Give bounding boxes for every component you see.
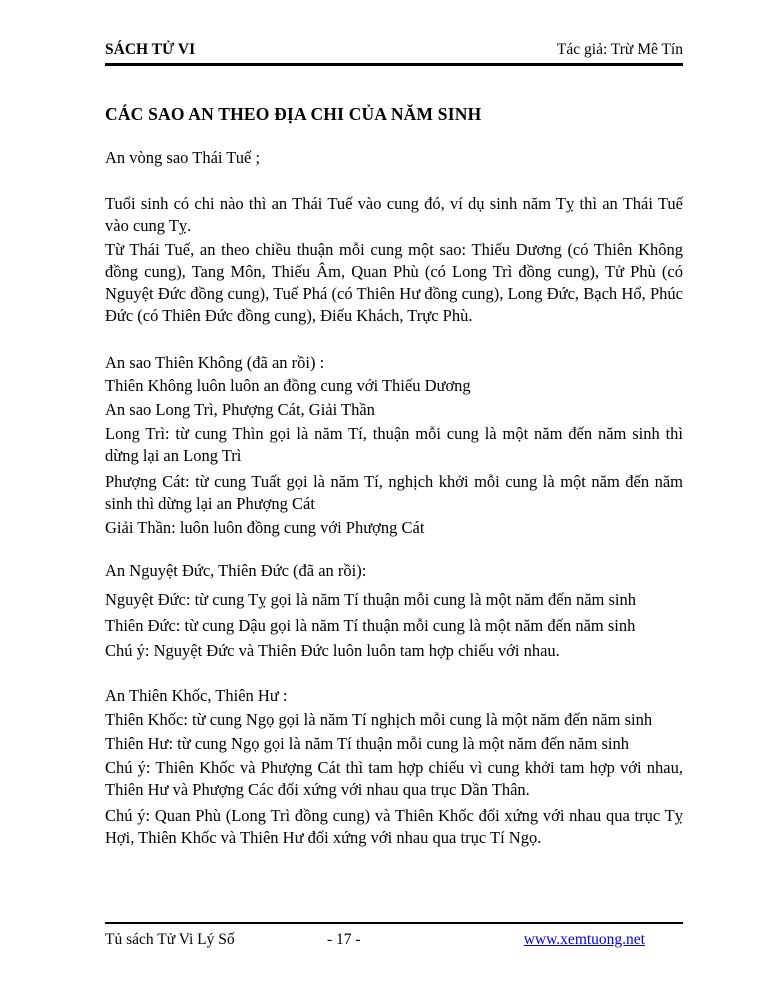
running-header xyxy=(105,40,683,66)
paragraph-thien-hu: Thiên Hư: từ cung Ngọ gọi là năm Tí thuận mỗi cung là một năm đến năm sinh xyxy=(105,734,629,753)
footer-page-number: - 17 - xyxy=(327,931,361,948)
paragraph-thien-khoc: Thiên Khốc: từ cung Ngọ gọi là năm Tí nghịch mỗi cung là một năm đến năm sinh xyxy=(105,710,653,729)
paragraph-nguyet-duc: Nguyệt Đức: từ cung Tỵ gọi là năm Tí thuận mỗi cung là một năm đến năm sinh xyxy=(105,590,636,609)
page-title: CÁC SAO AN THEO ĐỊA CHI CỦA NĂM SINH xyxy=(105,104,482,124)
paragraph-long-tri: Long Trì: từ cung Thìn gọi là năm Tí, thuận mỗi cung là một năm đến năm sinh thì dừng lại an Long Trì xyxy=(105,424,683,465)
paragraph-chu-y-thien-khoc: Chú ý: Thiên Khốc và Phượng Cát thì tam hợp chiếu vì cung khởi tam hợp với nhau, Thiên Hư và Phượng Các đối xứng với nhau qua trục Dần Thân. xyxy=(105,758,683,799)
paragraph-tu-thai-tue: Từ Thái Tuế, an theo chiều thuận mỗi cung một sao: Thiếu Dương (có Thiên Không đồng cung), Tang Môn, Thiếu Âm, Quan Phù (có Long Trì đồng cung), Tử Phù (có Nguyệt Đức đồng cung), Tuế Phá (có Thiên Hư đồng cung), Long Đức, Bạch Hổ, Phúc Đức (có Thiên Đức đồng cung), Điếu Khách, Trực Phù. xyxy=(105,240,683,325)
paragraph-giai-than: Giải Thần: luôn luôn đồng cung với Phượng Cát xyxy=(105,518,425,537)
running-footer xyxy=(105,922,683,948)
paragraph-thien-duc: Thiên Đức: từ cung Dậu gọi là năm Tí thuận mỗi cung là một năm đến năm sinh xyxy=(105,616,636,635)
header-book-title: SÁCH TỬ VI xyxy=(105,41,196,58)
section-heading-thien-khoc: An Thiên Khốc, Thiên Hư : xyxy=(105,686,288,705)
section-heading-nguyet-duc: An Nguyệt Đức, Thiên Đức (đã an rồi): xyxy=(105,561,367,580)
header-author: Tác giả: Trừ Mê Tín xyxy=(556,41,683,58)
footer-series-title: Tủ sách Tử Vi Lý Số xyxy=(105,931,235,948)
paragraph-phuong-cat: Phượng Cát: từ cung Tuất gọi là năm Tí, nghịch khởi mỗi cung là một năm đến năm sinh thì dừng lại an Phượng Cát xyxy=(105,472,683,513)
paragraph-thien-khong: Thiên Không luôn luôn an đồng cung với Thiếu Dương xyxy=(105,376,471,395)
paragraph-chu-y-quan-phu: Chú ý: Quan Phù (Long Trì đồng cung) và Thiên Khốc đối xứng với nhau qua trục Tỵ Hợi, Thiên Khốc và Thiên Hư đối xứng với nhau qua trục Tí Ngọ. xyxy=(105,806,683,847)
page-content xyxy=(105,0,683,849)
paragraph-an-vong-thai-tue: An vòng sao Thái Tuế ; xyxy=(105,148,261,167)
paragraph-chu-y-nguyet-duc: Chú ý: Nguyệt Đức và Thiên Đức luôn luôn tam hợp chiếu với nhau. xyxy=(105,641,560,660)
paragraph-tuoi-sinh: Tuổi sinh có chi nào thì an Thái Tuế vào cung đó, ví dụ sinh năm Tỵ thì an Thái Tuế vào cung Tỵ. xyxy=(105,194,683,235)
section-heading-thien-khong: An sao Thiên Không (đã an rồi) : xyxy=(105,353,325,372)
section-heading-long-tri: An sao Long Trì, Phượng Cát, Giải Thần xyxy=(105,400,375,419)
website-link[interactable]: www.xemtuong.net xyxy=(523,931,645,948)
